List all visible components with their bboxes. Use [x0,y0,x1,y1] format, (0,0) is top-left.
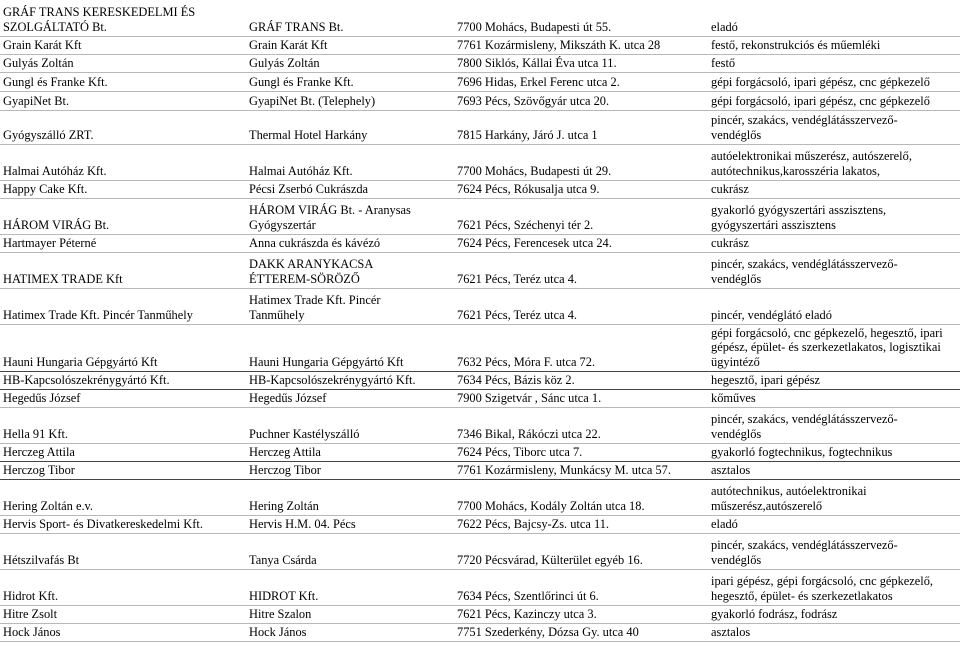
address-cell: 7634 Pécs, Bázis köz 2. [457,373,575,388]
company-name-cell: Hegedűs József [3,391,81,406]
site-name-cell: Hering Zoltán [249,499,319,514]
table-row [0,144,960,180]
site-name-cell: Anna cukrászda és kávézó [249,235,381,250]
address-cell: 7700 Mohács, Budapesti út 55. [457,19,612,34]
occupations-cell: pincér, szakács, vendéglátásszervező-vendéglős [711,538,898,568]
occupations-cell: eladó [711,19,738,34]
table-row [0,408,960,444]
table-row [0,180,960,198]
table-row [0,110,960,144]
site-name-cell: Hauni Hungaria Gépgyártó Kft [249,355,404,370]
address-cell: 7693 Pécs, Szövőgyár utca 20. [457,93,610,108]
occupations-cell: autóelektronikai műszerész, autószerelő, autótechnikus,karosszéria lakatos, [711,148,912,178]
address-cell: 7696 Hidas, Erkel Ferenc utca 2. [457,74,620,89]
address-cell: 7346 Bikal, Rákóczi utca 22. [457,427,601,442]
occupations-cell: cukrász [711,181,749,196]
table-row [0,480,960,516]
occupations-cell: kőműves [711,391,756,406]
address-cell: 7761 Kozármisleny, Munkácsy M. utca 57. [457,463,671,478]
address-cell: 7634 Pécs, Szentlőrinci út 6. [457,589,599,604]
company-name-cell: Herczeg Attila [3,445,75,460]
address-cell: 7621 Pécs, Kazinczy utca 3. [457,607,597,622]
site-name-cell: Tanya Csárda [249,553,317,568]
site-name-cell: Herczog Tibor [249,463,321,478]
occupations-cell: festő, rekonstrukciós és műemléki [711,37,881,52]
site-name-cell: Halmai Autóház Kft. [249,163,353,178]
company-name-cell: GRÁF TRANS KERESKEDELMI ÉS SZOLGÁLTATÓ Bt. [3,4,196,34]
company-name-cell: Hella 91 Kft. [3,427,69,442]
company-name-cell: Hauni Hungaria Gépgyártó Kft [3,355,158,370]
address-cell: 7621 Pécs, Teréz utca 4. [457,307,578,322]
occupations-cell: gépi forgácsoló, ipari gépész, cnc gépkezelő [711,93,930,108]
occupations-cell: eladó [711,517,738,532]
site-name-cell: Hegedűs József [249,391,327,406]
table-row [0,288,960,324]
site-name-cell: Hitre Szalon [249,607,312,622]
address-cell: 7624 Pécs, Ferencesek utca 24. [457,235,612,250]
site-name-cell: Puchner Kastélyszálló [249,427,360,442]
table-row [0,252,960,288]
company-name-cell: Grain Karát Kft [3,37,82,52]
table-row [0,54,960,72]
site-name-cell: DAKK ARANYKACSA ÉTTEREM-SÖRÖZŐ [249,256,373,286]
company-name-cell: Hétszilvafás Bt [3,553,80,568]
occupations-cell: pincér, szakács, vendéglátásszervező-vendéglős [711,412,898,442]
table-row [0,624,960,642]
occupations-cell: gyakorló fodrász, fodrász [711,607,838,622]
site-name-cell: HÁROM VIRÁG Bt. - Aranysas Gyógyszertár [249,202,411,232]
table-row [0,72,960,91]
site-name-cell: Pécsi Zserbó Cukrászda [249,181,369,196]
site-name-cell: Gungl és Franke Kft. [249,74,354,89]
site-name-cell: HIDROT Kft. [249,589,319,604]
company-name-cell: Happy Cake Kft. [3,181,88,196]
company-name-cell: Hock János [3,625,61,640]
table-row [0,534,960,570]
company-name-cell: Hidrot Kft. [3,589,59,604]
company-name-cell: Gulyás Zoltán [3,55,74,70]
address-cell: 7621 Pécs, Széchenyi tér 2. [457,217,594,232]
company-name-cell: Gyógyszálló ZRT. [3,127,94,142]
occupations-cell: gépi forgácsoló, ipari gépész, cnc gépkezelő [711,74,930,89]
company-name-cell: Gungl és Franke Kft. [3,74,108,89]
table-row [0,198,960,234]
address-cell: 7624 Pécs, Rókusalja utca 9. [457,181,600,196]
site-name-cell: Hervis H.M. 04. Pécs [249,517,356,532]
company-name-cell: Hartmayer Péterné [3,235,97,250]
company-name-cell: Hervis Sport- és Divatkereskedelmi Kft. [3,517,203,532]
address-cell: 7815 Harkány, Járó J. utca 1 [457,127,598,142]
address-cell: 7751 Szederkény, Dózsa Gy. utca 40 [457,625,639,640]
occupations-cell: hegesztő, ipari gépész [711,373,821,388]
address-cell: 7700 Mohács, Budapesti út 29. [457,163,612,178]
company-name-cell: HB-Kapcsolószekrénygyártó Kft. [3,373,170,388]
table-row [0,462,960,480]
occupations-cell: cukrász [711,235,749,250]
company-name-cell: HÁROM VIRÁG Bt. [3,217,110,232]
site-name-cell: Hock János [249,625,307,640]
site-name-cell: GRÁF TRANS Bt. [249,19,344,34]
table-row [0,324,960,372]
address-cell: 7720 Pécsvárad, Külterület egyéb 16. [457,553,643,568]
table-row [0,516,960,534]
table-row [0,91,960,110]
company-name-cell: Halmai Autóház Kft. [3,163,107,178]
occupations-cell: gépi forgácsoló, cnc gépkezelő, hegesztő, ipari gépész, épület- és szerkezetlakatos, logisztikai ügyintéző [711,325,943,370]
address-cell: 7900 Szigetvár , Sánc utca 1. [457,391,602,406]
occupations-cell: gyakorló gyógyszertári asszisztens, gyógyszertári asszisztens [711,202,887,232]
occupations-cell: pincér, szakács, vendéglátásszervező-vendéglős [711,256,898,286]
company-name-cell: Hitre Zsolt [3,607,58,622]
occupations-cell: asztalos [711,463,751,478]
table-row [0,606,960,624]
occupations-cell: asztalos [711,625,751,640]
company-name-cell: GyapiNet Bt. [3,93,70,108]
company-name-cell: Hering Zoltán e.v. [3,499,94,514]
site-name-cell: Thermal Hotel Harkány [249,127,368,142]
occupations-cell: gyakorló fogtechnikus, fogtechnikus [711,445,893,460]
occupations-cell: ipari gépész, gépi forgácsoló, cnc gépkezelő, hegesztő, épület- és szerkezetlakatos [711,574,934,604]
site-name-cell: Gulyás Zoltán [249,55,320,70]
address-cell: 7700 Mohács, Kodály Zoltán utca 18. [457,499,645,514]
occupations-cell: autótechnikus, autóelektronikai műszerész,autószerelő [711,484,867,514]
site-name-cell: Herczeg Attila [249,445,321,460]
occupations-cell: pincér, szakács, vendéglátásszervező-vendéglős [711,112,898,142]
table-row [0,234,960,252]
address-cell: 7800 Siklós, Kállai Éva utca 11. [457,55,617,70]
address-cell: 7632 Pécs, Móra F. utca 72. [457,355,596,370]
occupations-cell: festő [711,55,736,70]
address-cell: 7624 Pécs, Tiborc utca 7. [457,445,583,460]
occupations-cell: pincér, vendéglátó eladó [711,307,832,322]
table-row [0,36,960,54]
address-cell: 7761 Kozármisleny, Mikszáth K. utca 28 [457,37,661,52]
site-name-cell: Hatimex Trade Kft. Pincér Tanműhely [249,292,381,322]
company-name-cell: HATIMEX TRADE Kft [3,271,123,286]
table-row [0,390,960,408]
company-name-cell: Hatimex Trade Kft. Pincér Tanműhely [3,307,193,322]
address-cell: 7622 Pécs, Bajcsy-Zs. utca 11. [457,517,609,532]
site-name-cell: HB-Kapcsolószekrénygyártó Kft. [249,373,416,388]
company-name-cell: Herczog Tibor [3,463,75,478]
table-row [0,570,960,606]
table-row [0,0,960,36]
site-name-cell: GyapiNet Bt. (Telephely) [249,93,376,108]
site-name-cell: Grain Karát Kft [249,37,328,52]
table-row [0,372,960,390]
address-cell: 7621 Pécs, Teréz utca 4. [457,271,578,286]
table-row [0,444,960,462]
